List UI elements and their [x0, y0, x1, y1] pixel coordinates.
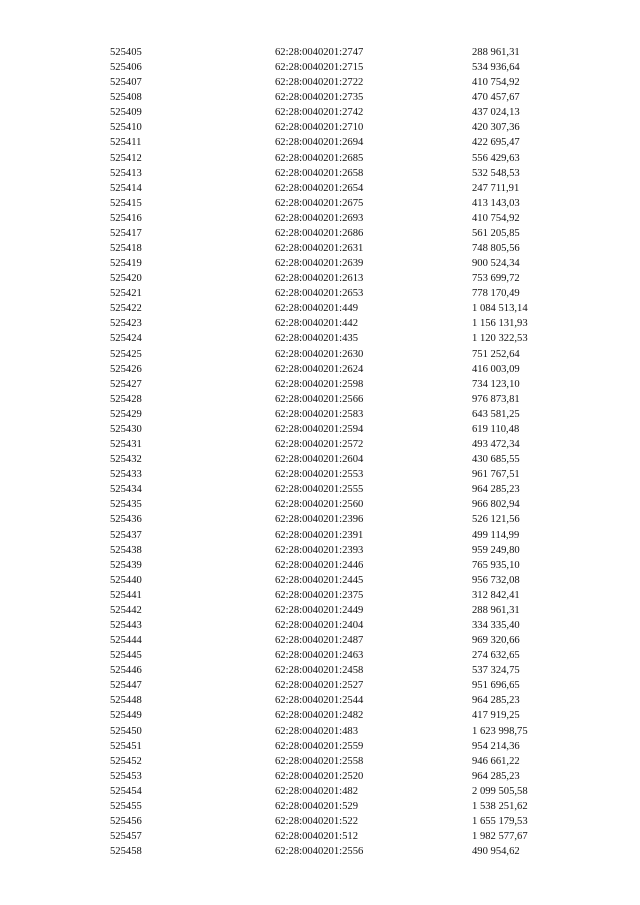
record-number: 525412 [110, 152, 142, 164]
record-number: 525458 [110, 846, 142, 858]
cadastral-value: 734 123,10 [472, 378, 520, 390]
cadastral-number: 62:28:0040201:2553 [275, 469, 364, 481]
cadastral-value: 312 842,41 [472, 589, 520, 601]
record-number: 525423 [110, 318, 142, 330]
record-number: 525416 [110, 212, 142, 224]
table-row [110, 769, 572, 784]
record-number: 525409 [110, 107, 142, 119]
record-number: 525451 [110, 740, 142, 752]
table-row [110, 45, 572, 60]
record-number: 525408 [110, 92, 142, 104]
table-row [110, 724, 572, 739]
record-number: 525436 [110, 514, 142, 526]
cadastral-value: 966 802,94 [472, 499, 520, 511]
table-row [110, 482, 572, 497]
table-row [110, 512, 572, 527]
record-number: 525420 [110, 273, 142, 285]
cadastral-value: 247 711,91 [472, 182, 520, 194]
record-number: 525405 [110, 47, 142, 58]
cadastral-value: 416 003,09 [472, 363, 520, 375]
cadastral-value: 288 961,31 [472, 47, 520, 58]
record-number: 525434 [110, 484, 142, 496]
cadastral-number: 62:28:0040201:522 [275, 815, 358, 827]
table-row [110, 271, 572, 286]
cadastral-number: 62:28:0040201:2710 [275, 122, 364, 134]
record-number: 525427 [110, 378, 142, 390]
cadastral-number: 62:28:0040201:2445 [275, 574, 364, 586]
record-number: 525454 [110, 785, 142, 797]
table-row [110, 708, 572, 723]
table-row [110, 422, 572, 437]
record-number: 525421 [110, 288, 142, 300]
record-number: 525449 [110, 710, 142, 722]
cadastral-value: 2 099 505,58 [472, 785, 528, 797]
table-row [110, 452, 572, 467]
cadastral-value: 751 252,64 [472, 348, 520, 360]
table-row [110, 60, 572, 75]
cadastral-number: 62:28:0040201:2654 [275, 182, 364, 194]
record-number: 525438 [110, 544, 142, 556]
cadastral-number: 62:28:0040201:2560 [275, 499, 364, 511]
table-row [110, 256, 572, 271]
cadastral-value: 643 581,25 [472, 408, 520, 420]
cadastral-value: 410 754,92 [472, 77, 520, 89]
cadastral-value: 954 214,36 [472, 740, 520, 752]
record-number: 525413 [110, 167, 142, 179]
table-row [110, 693, 572, 708]
cadastral-number: 62:28:0040201:2559 [275, 740, 364, 752]
table-row [110, 497, 572, 512]
cadastral-number: 62:28:0040201:2658 [275, 167, 364, 179]
cadastral-value: 422 695,47 [472, 137, 520, 149]
cadastral-value: 1 084 513,14 [472, 303, 528, 315]
cadastral-value: 946 661,22 [472, 755, 520, 767]
cadastral-value: 976 873,81 [472, 393, 520, 405]
table-row [110, 226, 572, 241]
table-row [110, 377, 572, 392]
record-number: 525431 [110, 439, 142, 451]
record-number: 525447 [110, 680, 142, 692]
cadastral-value: 561 205,85 [472, 227, 520, 239]
cadastral-value: 1 156 131,93 [472, 318, 528, 330]
record-number: 525457 [110, 831, 142, 843]
table-row [110, 316, 572, 331]
record-number: 525445 [110, 650, 142, 662]
cadastral-number: 62:28:0040201:482 [275, 785, 358, 797]
table-row [110, 618, 572, 633]
table-row [110, 331, 572, 346]
record-number: 525410 [110, 122, 142, 134]
record-number: 525407 [110, 77, 142, 89]
cadastral-number: 62:28:0040201:2527 [275, 680, 364, 692]
cadastral-value: 765 935,10 [472, 559, 520, 571]
record-number: 525417 [110, 227, 142, 239]
record-number: 525435 [110, 499, 142, 511]
table-row [110, 241, 572, 256]
record-number: 525452 [110, 755, 142, 767]
table-row [110, 211, 572, 226]
table-row [110, 362, 572, 377]
cadastral-number: 62:28:0040201:2556 [275, 846, 364, 858]
cadastral-value: 537 324,75 [472, 665, 520, 677]
table-row [110, 648, 572, 663]
cadastral-number: 62:28:0040201:2446 [275, 559, 364, 571]
cadastral-value: 964 285,23 [472, 695, 520, 707]
cadastral-number: 62:28:0040201:2396 [275, 514, 364, 526]
cadastral-number: 62:28:0040201:2482 [275, 710, 364, 722]
cadastral-number: 62:28:0040201:2391 [275, 529, 364, 541]
record-number: 525446 [110, 665, 142, 677]
table-row [110, 829, 572, 844]
table-row [110, 301, 572, 316]
table-row [110, 844, 572, 859]
cadastral-value: 430 685,55 [472, 454, 520, 466]
cadastral-number: 62:28:0040201:2555 [275, 484, 364, 496]
cadastral-number: 62:28:0040201:2566 [275, 393, 364, 405]
record-number: 525419 [110, 258, 142, 270]
cadastral-number: 62:28:0040201:2686 [275, 227, 364, 239]
table-row [110, 663, 572, 678]
cadastral-number: 62:28:0040201:2393 [275, 544, 364, 556]
cadastral-value: 410 754,92 [472, 212, 520, 224]
table-row [110, 75, 572, 90]
cadastral-value: 420 307,36 [472, 122, 520, 134]
cadastral-value: 1 538 251,62 [472, 800, 528, 812]
cadastral-number: 62:28:0040201:2598 [275, 378, 364, 390]
record-number: 525406 [110, 62, 142, 74]
cadastral-value: 556 429,63 [472, 152, 520, 164]
record-number: 525450 [110, 725, 142, 737]
record-number: 525415 [110, 197, 142, 209]
record-number: 525455 [110, 800, 142, 812]
record-number: 525418 [110, 243, 142, 255]
cadastral-value: 437 024,13 [472, 107, 520, 119]
cadastral-number: 62:28:0040201:2558 [275, 755, 364, 767]
cadastral-number: 62:28:0040201:435 [275, 333, 358, 345]
table-row [110, 633, 572, 648]
table-row [110, 784, 572, 799]
cadastral-number: 62:28:0040201:529 [275, 800, 358, 812]
cadastral-value: 490 954,62 [472, 846, 520, 858]
cadastral-value: 470 457,67 [472, 92, 520, 104]
table-row [110, 407, 572, 422]
cadastral-number: 62:28:0040201:2624 [275, 363, 364, 375]
record-number: 525437 [110, 529, 142, 541]
cadastral-value-table [110, 45, 572, 859]
table-row [110, 151, 572, 166]
table-row [110, 467, 572, 482]
cadastral-value: 951 696,65 [472, 680, 520, 692]
table-row [110, 135, 572, 150]
record-number: 525433 [110, 469, 142, 481]
table-row [110, 392, 572, 407]
record-number: 525422 [110, 303, 142, 315]
cadastral-number: 62:28:0040201:2685 [275, 152, 364, 164]
cadastral-value: 964 285,23 [472, 770, 520, 782]
table-row [110, 739, 572, 754]
record-number: 525432 [110, 454, 142, 466]
table-row [110, 543, 572, 558]
cadastral-value: 493 472,34 [472, 439, 520, 451]
record-number: 525443 [110, 619, 142, 631]
cadastral-value: 964 285,23 [472, 484, 520, 496]
table-row [110, 573, 572, 588]
cadastral-number: 62:28:0040201:2675 [275, 197, 364, 209]
cadastral-number: 62:28:0040201:442 [275, 318, 358, 330]
cadastral-number: 62:28:0040201:2653 [275, 288, 364, 300]
table-row [110, 166, 572, 181]
cadastral-value: 526 121,56 [472, 514, 520, 526]
cadastral-number: 62:28:0040201:2639 [275, 258, 364, 270]
cadastral-number: 62:28:0040201:2735 [275, 92, 364, 104]
record-number: 525439 [110, 559, 142, 571]
cadastral-number: 62:28:0040201:2693 [275, 212, 364, 224]
table-row [110, 120, 572, 135]
cadastral-number: 62:28:0040201:2694 [275, 137, 364, 149]
table-row [110, 754, 572, 769]
record-number: 525448 [110, 695, 142, 707]
cadastral-number: 62:28:0040201:2449 [275, 604, 364, 616]
table-row [110, 90, 572, 105]
table-row [110, 528, 572, 543]
table-body [110, 45, 572, 859]
cadastral-value: 969 320,66 [472, 635, 520, 647]
cadastral-number: 62:28:0040201:2458 [275, 665, 364, 677]
cadastral-number: 62:28:0040201:2742 [275, 107, 364, 119]
cadastral-number: 62:28:0040201:449 [275, 303, 358, 315]
cadastral-number: 62:28:0040201:2630 [275, 348, 364, 360]
cadastral-number: 62:28:0040201:2572 [275, 439, 364, 451]
record-number: 525425 [110, 348, 142, 360]
table-row [110, 105, 572, 120]
record-number: 525441 [110, 589, 142, 601]
cadastral-value: 534 936,64 [472, 62, 520, 74]
cadastral-number: 62:28:0040201:2463 [275, 650, 364, 662]
record-number: 525456 [110, 815, 142, 827]
record-number: 525453 [110, 770, 142, 782]
cadastral-value: 778 170,49 [472, 288, 520, 300]
table-row [110, 678, 572, 693]
cadastral-value: 499 114,99 [472, 529, 520, 541]
table-row [110, 799, 572, 814]
cadastral-number: 62:28:0040201:483 [275, 725, 358, 737]
cadastral-value: 334 335,40 [472, 619, 520, 631]
table-row [110, 347, 572, 362]
table-row [110, 196, 572, 211]
cadastral-number: 62:28:0040201:2747 [275, 47, 364, 58]
cadastral-number: 62:28:0040201:2487 [275, 635, 364, 647]
cadastral-number: 62:28:0040201:2583 [275, 408, 364, 420]
table-row [110, 437, 572, 452]
cadastral-number: 62:28:0040201:2715 [275, 62, 364, 74]
cadastral-value: 753 699,72 [472, 273, 520, 285]
record-number: 525429 [110, 408, 142, 420]
table-row [110, 558, 572, 573]
cadastral-value: 900 524,34 [472, 258, 520, 270]
cadastral-number: 62:28:0040201:2404 [275, 619, 364, 631]
cadastral-value: 1 655 179,53 [472, 815, 528, 827]
cadastral-value: 532 548,53 [472, 167, 520, 179]
record-number: 525444 [110, 635, 142, 647]
record-number: 525440 [110, 574, 142, 586]
record-number: 525424 [110, 333, 142, 345]
cadastral-value: 1 623 998,75 [472, 725, 528, 737]
record-number: 525411 [110, 137, 142, 149]
cadastral-value: 274 632,65 [472, 650, 520, 662]
record-number: 525430 [110, 423, 142, 435]
cadastral-number: 62:28:0040201:2544 [275, 695, 364, 707]
table-row [110, 286, 572, 301]
cadastral-number: 62:28:0040201:2604 [275, 454, 364, 466]
record-number: 525442 [110, 604, 142, 616]
table-row [110, 814, 572, 829]
cadastral-value: 748 805,56 [472, 243, 520, 255]
cadastral-value: 961 767,51 [472, 469, 520, 481]
table-row [110, 603, 572, 618]
record-number: 525426 [110, 363, 142, 375]
cadastral-value: 288 961,31 [472, 604, 520, 616]
cadastral-value: 959 249,80 [472, 544, 520, 556]
record-number: 525414 [110, 182, 142, 194]
cadastral-number: 62:28:0040201:2520 [275, 770, 364, 782]
cadastral-value: 1 982 577,67 [472, 831, 528, 843]
cadastral-number: 62:28:0040201:2722 [275, 77, 364, 89]
cadastral-number: 62:28:0040201:2631 [275, 243, 364, 255]
cadastral-number: 62:28:0040201:2594 [275, 423, 364, 435]
cadastral-value: 1 120 322,53 [472, 333, 528, 345]
table-row [110, 181, 572, 196]
table-row [110, 588, 572, 603]
record-number: 525428 [110, 393, 142, 405]
cadastral-value: 417 919,25 [472, 710, 520, 722]
cadastral-number: 62:28:0040201:512 [275, 831, 358, 843]
cadastral-value: 413 143,03 [472, 197, 520, 209]
cadastral-number: 62:28:0040201:2613 [275, 273, 364, 285]
cadastral-number: 62:28:0040201:2375 [275, 589, 364, 601]
cadastral-value: 956 732,08 [472, 574, 520, 586]
cadastral-value: 619 110,48 [472, 423, 520, 435]
